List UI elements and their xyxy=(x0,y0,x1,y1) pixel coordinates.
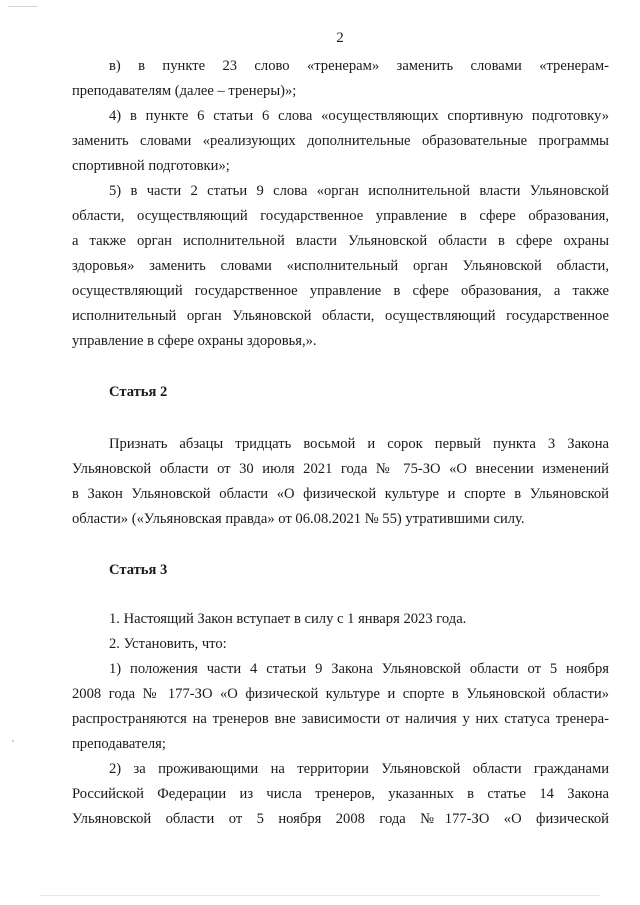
article2-heading: Статья 2 xyxy=(109,384,168,400)
scan-artifact xyxy=(12,740,14,742)
text-line: управление в сфере охраны здоровья,». xyxy=(72,333,317,349)
text-line: спортивной подготовки»; xyxy=(72,158,230,174)
text-line: распространяются на тренеров вне зависимости от наличия у них статуса тренера- xyxy=(72,711,609,727)
text-line: преподавателям (далее – тренеры)»; xyxy=(72,83,297,99)
text-line: заменить словами «реализующих дополнительные образовательные программы xyxy=(72,133,609,149)
text-line: а также орган исполнительной власти Ульяновской области в сфере охраны xyxy=(72,233,609,249)
text-line: преподавателя; xyxy=(72,736,166,752)
text-line: 5) в части 2 статьи 9 слова «орган исполнительной власти Ульяновской xyxy=(109,183,609,199)
text-line: 2) за проживающими на территории Ульяновской области гражданами xyxy=(109,761,609,777)
text-line: осуществляющий государственное управление в сфере образования, а также xyxy=(72,283,609,299)
text-line: исполнительный орган Ульяновской области, осуществляющий государственное xyxy=(72,308,609,324)
text-line: в) в пункте 23 слово «тренерам» заменить словами «тренерам- xyxy=(109,58,609,74)
article3-text xyxy=(72,607,609,832)
text-line: Ульяновской области от 5 ноября 2008 года №177-ЗО «О физической xyxy=(72,811,609,827)
page-number: 2 xyxy=(336,30,344,46)
text-line: 2. Установить, что: xyxy=(109,636,227,652)
scan-artifact xyxy=(8,6,38,7)
text-line: Ульяновской области от 30 июля 2021 года № 75-ЗО «О внесении изменений xyxy=(72,461,609,477)
text-line: в Закон Ульяновской области «О физической культуре и спорте в Ульяновской xyxy=(72,486,609,502)
text-line: здоровья» заменить словами «исполнительный орган Ульяновской области, xyxy=(72,258,609,274)
text-line: Признать абзацы тридцать восьмой и сорок первый пункта 3 Закона xyxy=(109,436,609,452)
section1-text xyxy=(72,54,609,354)
text-line: 2008 года № 177-ЗО «О физической культуре и спорте в Ульяновской области» xyxy=(72,686,609,702)
text-line: 1. Настоящий Закон вступает в силу с 1 января 2023 года. xyxy=(109,611,467,627)
text-line: области, осуществляющий государственное управление в сфере образования, xyxy=(72,208,609,224)
scan-artifact xyxy=(40,895,600,896)
article3-heading: Статья 3 xyxy=(109,562,168,578)
text-line: 1) положения части 4 статьи 9 Закона Ульяновской области от 5 ноября xyxy=(109,661,609,677)
text-line: области» («Ульяновская правда» от 06.08.2021 № 55) утратившими силу. xyxy=(72,511,525,527)
text-line: 4) в пункте 6 статьи 6 слова «осуществляющих спортивную подготовку» xyxy=(109,108,609,124)
article2-text xyxy=(72,432,609,532)
text-line: Российской Федерации из числа тренеров, указанных в статье 14 Закона xyxy=(72,786,609,802)
